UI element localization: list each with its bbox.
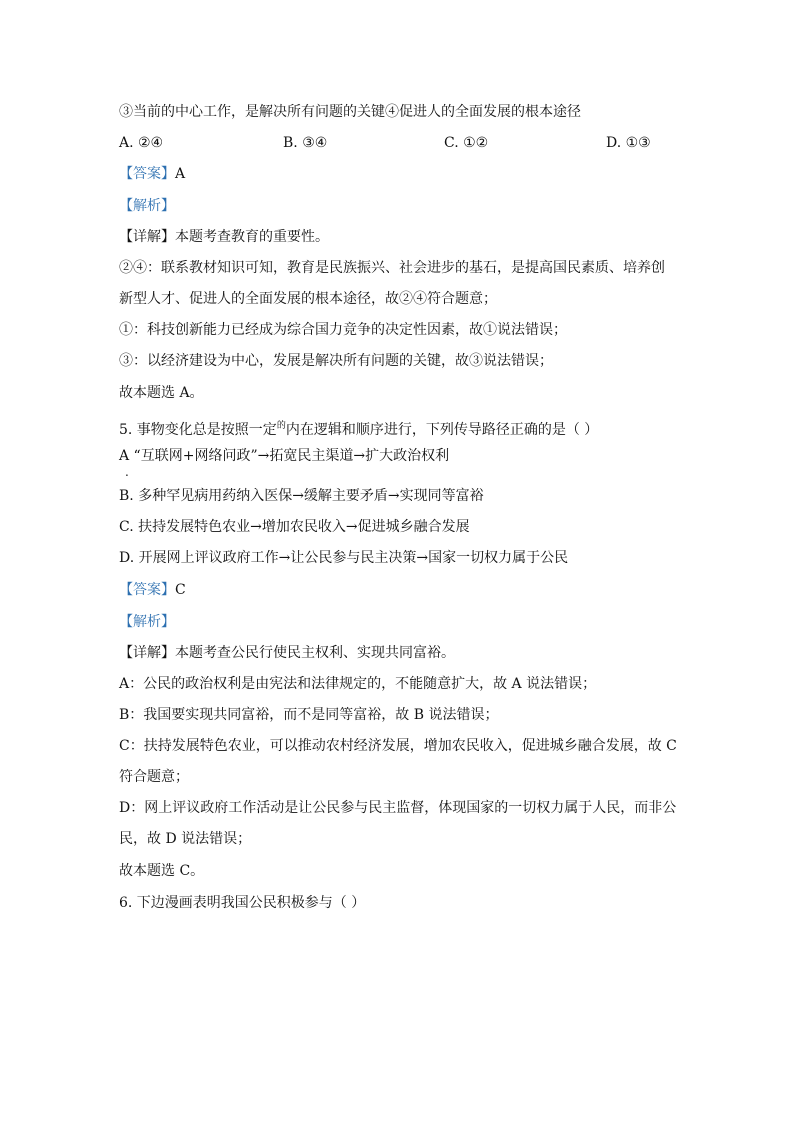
answer-value: A [175, 166, 186, 182]
q5-option-c: C. 扶持发展特色农业→增加农民收入→促进城乡融合发展 [119, 519, 470, 535]
answer-tag: 【答案】 [119, 166, 175, 182]
answer-value: C [175, 582, 186, 598]
detail-text: 本题考查教育的重要性。 [175, 229, 329, 245]
detail-tag: 【详解】 [119, 229, 175, 245]
answer-tag: 【答案】 [119, 582, 175, 598]
q4-option-a: A. ②④ [119, 135, 164, 151]
q5-explain-a: A：公民的政治权利是由宪法和法律规定的，不能随意扩大，故 A 说法错误； [119, 676, 597, 692]
q5-explain-c2: 符合题意； [119, 769, 189, 785]
q4-explain-1b: 新型人才、促进人的全面发展的根本途径，故②④符合题意； [119, 291, 497, 307]
q5-conclusion: 故本题选 C。 [119, 863, 205, 879]
q4-conclusion: 故本题选 A。 [119, 385, 204, 401]
q5-option-a: A “互联网+网络问政”→拓宽民主渠道→扩大政治权利 [119, 448, 450, 464]
q5-detail [119, 643, 455, 663]
q4-option-c: C. ①② [444, 135, 489, 151]
q4-option-d: D. ①③ [606, 135, 651, 151]
q4-answer [119, 164, 185, 184]
q5-answer [119, 580, 186, 600]
q4-option-b: B. ③④ [283, 135, 328, 151]
q5-explain-c1: C：扶持发展特色农业，可以推动农村经济发展，增加农民收入，促进城乡融合发展，故 C [119, 738, 677, 754]
q4-explain-1a: ②④：联系教材知识可知，教育是民族振兴、社会进步的基石，是提高国民素质、培养创 [119, 260, 665, 276]
q5-explain-d2: 民，故 D 说法错误； [119, 831, 252, 847]
q5-option-a-dot: . [125, 465, 129, 479]
detail-text: 本题考查公民行使民主权利、实现共同富裕。 [175, 645, 455, 661]
q5-stem-suffix: 内在逻辑和顺序进行，下列传导路径正确的是（ ） [285, 422, 599, 438]
q5-stem [119, 416, 598, 440]
q5-option-b: B. 多种罕见病用药纳入医保→缓解主要矛盾→实现同等富裕 [119, 488, 484, 504]
q5-stem-sup: 的 [276, 421, 286, 431]
detail-tag: 【详解】 [119, 645, 175, 661]
q4-explain-3: ③：以经济建设为中心，发展是解决所有问题的关键，故③说法错误； [119, 353, 553, 369]
q5-explain-d1: D：网上评议政府工作活动是让公民参与民主监督，体现国家的一切权力属于人民，而非公 [119, 800, 677, 816]
q4-analysis-tag: 【解析】 [119, 198, 175, 214]
q5-stem-prefix: 5. 事物变化总是按照一定 [119, 422, 277, 438]
q5-option-d: D. 开展网上评议政府工作→让公民参与民主决策→国家一切权力属于公民 [119, 550, 569, 566]
q6-stem: 6. 下边漫画表明我国公民积极参与（ ） [119, 895, 366, 911]
q4-detail [119, 227, 329, 247]
q5-explain-b: B：我国要实现共同富裕，而不是同等富裕，故 B 说法错误； [119, 707, 499, 723]
q4-stem-continued: ③当前的中心工作，是解决所有问题的关键④促进人的全面发展的根本途径 [119, 104, 581, 120]
q4-explain-2: ①：科技创新能力已经成为综合国力竞争的决定性因素，故①说法错误； [119, 322, 567, 338]
q5-analysis-tag: 【解析】 [119, 614, 175, 630]
